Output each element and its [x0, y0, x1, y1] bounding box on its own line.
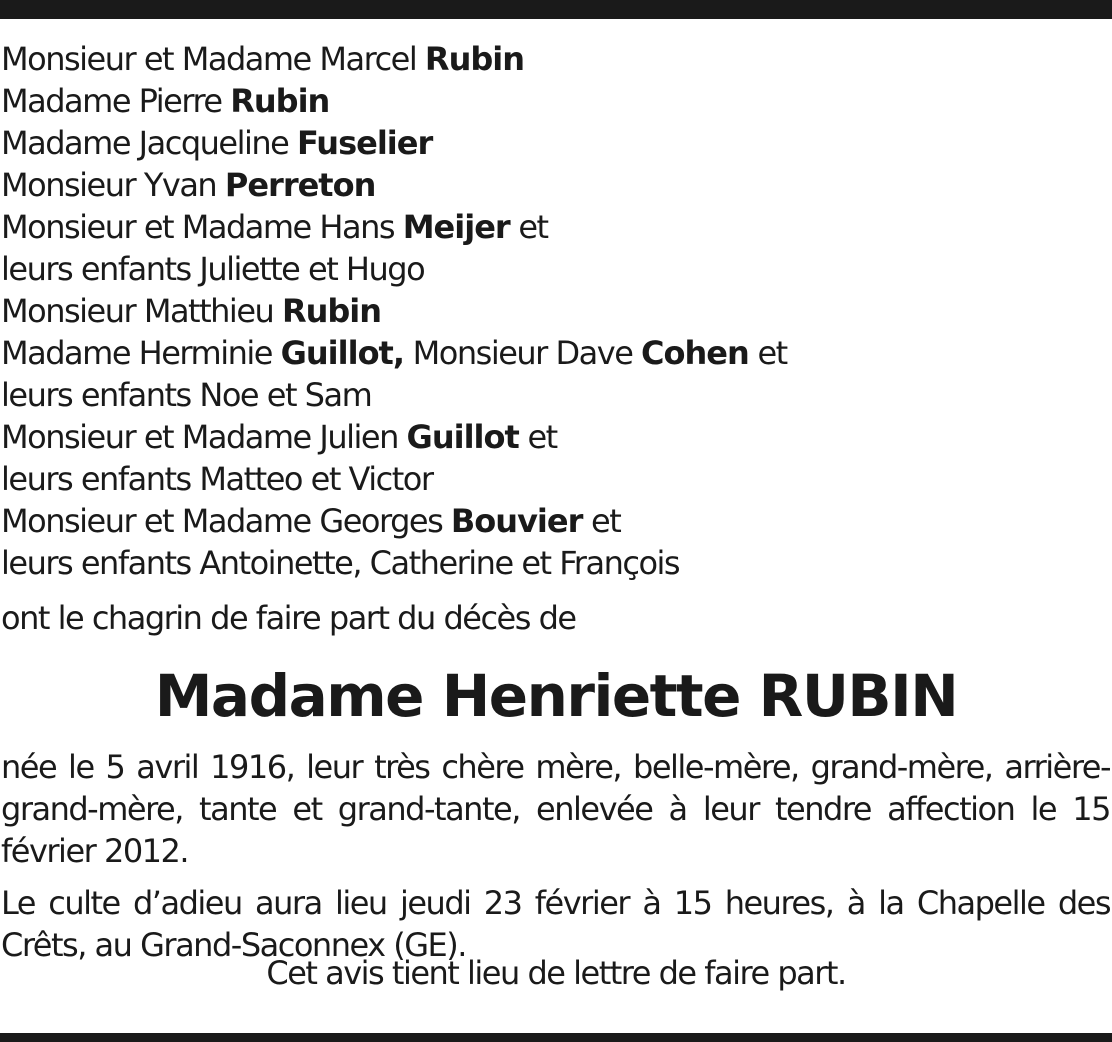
announcer-list	[1, 38, 787, 584]
announcer-line: Monsieur et Madame Georges Bouvier et	[1, 502, 621, 540]
announcer-line: leurs enfants Antoinette, Catherine et François	[1, 544, 680, 582]
announcer-line: leurs enfants Noe et Sam	[1, 376, 372, 414]
announcer-line: leurs enfants Matteo et Victor	[1, 460, 433, 498]
announcer-line: Madame Jacqueline Fuselier	[1, 124, 433, 162]
top-border-rule	[0, 0, 1112, 19]
announcer-line: Madame Herminie Guillot, Monsieur Dave Cohen et	[1, 334, 787, 372]
service-details-paragraph: Le culte d’adieu aura lieu jeudi 23 février à 15 heures, à la Chapelle des Crêts, au Grand-Saconnex (GE).	[1, 884, 1110, 964]
bottom-border-rule	[0, 1033, 1112, 1042]
announcer-line: leurs enfants Juliette et Hugo	[1, 250, 425, 288]
announcer-line: Monsieur Yvan Perreton	[1, 166, 376, 204]
announcer-line: Madame Pierre Rubin	[1, 82, 330, 120]
announcer-line: Monsieur et Madame Julien Guillot et	[1, 418, 557, 456]
deceased-name-heading: Madame Henriette RUBIN	[154, 662, 958, 730]
closing-note: Cet avis tient lieu de lettre de faire part.	[266, 954, 846, 992]
birth-and-death-paragraph: née le 5 avril 1916, leur très chère mère, belle-mère, grand-mère, arrière-grand-mère, tante et grand-tante, enlevée à leur tendre affection le 15 février 2012.	[1, 748, 1110, 870]
announcer-line: Monsieur Matthieu Rubin	[1, 292, 382, 330]
announcer-line: Monsieur et Madame Marcel Rubin	[1, 40, 524, 78]
announcement-intro: ont le chagrin de faire part du décès de	[1, 599, 576, 637]
announcer-line: Monsieur et Madame Hans Meijer et	[1, 208, 548, 246]
